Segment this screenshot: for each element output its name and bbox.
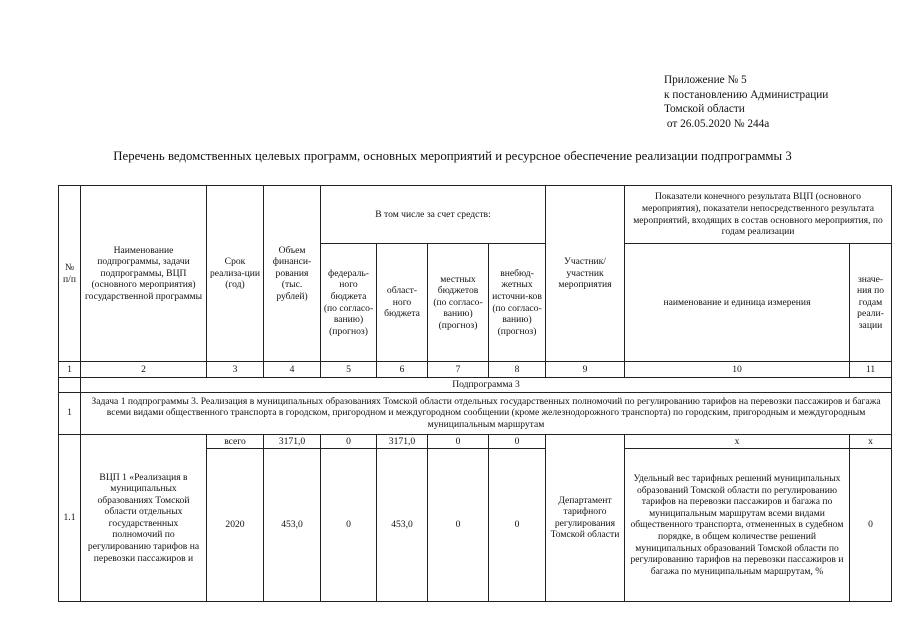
header-indicators: Показатели конечного результата ВЦП (основного мероприятия), показатели непосредственного результата мероприятий, входящих в состав основного мероприятия, по годам реализации bbox=[625, 186, 892, 244]
document-title: Перечень ведомственных целевых программ, основных мероприятий и ресурсное обеспечение реализации подпрограммы 3 bbox=[113, 149, 792, 163]
column-number: 8 bbox=[489, 362, 546, 378]
appendix-line-3: Томской области bbox=[664, 103, 745, 116]
local-total: 0 bbox=[428, 434, 489, 449]
appendix-line-2: к постановлению Администрации bbox=[664, 88, 829, 101]
regional-total: 3171,0 bbox=[377, 434, 428, 449]
table-row bbox=[59, 434, 892, 449]
indicator-total: х bbox=[625, 434, 850, 449]
column-number: 4 bbox=[264, 362, 321, 378]
regional-year: 453,0 bbox=[377, 449, 428, 602]
header-local: местных бюджетов (по согласо-ванию) (прогноз) bbox=[428, 244, 489, 362]
column-number: 6 bbox=[377, 362, 428, 378]
column-number: 2 bbox=[81, 362, 207, 378]
header-indicator-name: наименование и единица измерения bbox=[625, 244, 850, 362]
column-number: 7 bbox=[428, 362, 489, 378]
appendix-line-4: от 26.05.2020 № 244а bbox=[664, 117, 770, 130]
column-numbers-row bbox=[59, 362, 892, 378]
task-number: 1 bbox=[59, 392, 81, 434]
row-number: 1.1 bbox=[59, 434, 81, 602]
header-volume: Объем финанси-рования (тыс. рублей) bbox=[264, 186, 321, 362]
term-total: всего bbox=[207, 434, 264, 449]
header-name: Наименование подпрограммы, задачи подпрограммы, ВЦП (основного мероприятия) государственной программы bbox=[81, 186, 207, 362]
volume-year: 453,0 bbox=[264, 449, 321, 602]
task-text: Задача 1 подпрограммы 3. Реализация в муниципальных образованиях Томской области отдельных государственных полномочий по регулированию тарифов на перевозки пассажиров и багажа всеми видами общественного транспорта в городском, пригородном и междугородном сообщении (кроме железнодорожного транспорта) по городским, пригородным и междугородным муниципальным маршрутам bbox=[81, 392, 892, 434]
header-indicator-value: значе-ния по годам реали-зации bbox=[850, 244, 892, 362]
appendix-block bbox=[664, 73, 828, 131]
participant: Департамент тарифного регулирования Томской области bbox=[546, 434, 625, 602]
extra-year: 0 bbox=[489, 449, 546, 602]
indicator-value: 0 bbox=[850, 449, 892, 602]
header-federal: федераль-ного бюджета (по согласо-ванию) (прогноз) bbox=[321, 244, 377, 362]
task-row bbox=[59, 392, 892, 434]
program-name: ВЦП 1 «Реализация в муниципальных образованиях Томской области отдельных государственных полномочий по регулированию тарифов на перевозки пассажиров и bbox=[81, 434, 207, 602]
column-number: 3 bbox=[207, 362, 264, 378]
header-num: № п/п bbox=[59, 186, 81, 362]
term-year: 2020 bbox=[207, 449, 264, 602]
local-year: 0 bbox=[428, 449, 489, 602]
header-participant: Участник/ участник мероприятия bbox=[546, 186, 625, 362]
header-term: Срок реализа-ции (год) bbox=[207, 186, 264, 362]
federal-total: 0 bbox=[321, 434, 377, 449]
subprogram-row bbox=[59, 378, 892, 393]
column-number: 1 bbox=[59, 362, 81, 378]
federal-year: 0 bbox=[321, 449, 377, 602]
value-total: х bbox=[850, 434, 892, 449]
header-extra: внебюд-жетных источни-ков (по согласо-ванию) (прогноз) bbox=[489, 244, 546, 362]
column-number: 5 bbox=[321, 362, 377, 378]
header-regional: област-ного бюджета bbox=[377, 244, 428, 362]
column-number: 9 bbox=[546, 362, 625, 378]
indicator-description: Удельный вес тарифных решений муниципальных образований Томской области по регулированию тарифов на перевозки пассажиров и багажа по муниципальным маршрутам всеми видами общественного транспорта, отмененных в судебном порядке, в общем количестве решений муниципальных образований Томской области по регулированию тарифов на перевозки пассажиров и багажа по муниципальным маршрутам, % bbox=[625, 449, 850, 602]
appendix-line-1: Приложение № 5 bbox=[664, 74, 747, 86]
column-number: 10 bbox=[625, 362, 850, 378]
program-table bbox=[58, 185, 892, 602]
volume-total: 3171,0 bbox=[264, 434, 321, 449]
header-including: В том числе за счет средств: bbox=[321, 186, 546, 244]
extra-total: 0 bbox=[489, 434, 546, 449]
column-number: 11 bbox=[850, 362, 892, 378]
subprogram-label: Подпрограмма 3 bbox=[81, 378, 892, 393]
